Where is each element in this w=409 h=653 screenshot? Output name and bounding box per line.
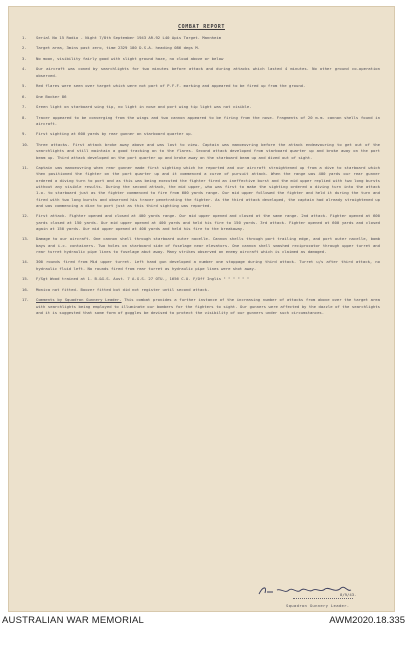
report-items bbox=[22, 35, 380, 320]
item-number: 3. bbox=[22, 55, 27, 61]
item-number: 17. bbox=[22, 297, 30, 303]
report-item bbox=[22, 115, 380, 128]
item-text: Three attacks. First attack broke away above and was lost to view. Captain was manoeuvring before the attack endeavouring to get out of the searchlights and still maintain a good tracking on to the flares. Second attack developed from starboard quarter up and broke away on the port beam up. Third attack developed on the port quarter up and broke away on the starboard beam up and dived out of sight. bbox=[36, 141, 380, 160]
item-body: This combat provides a further instance of the increasing number of attacks from above over the target area with searchlights being employed to illuminate our bombers for the fighters to sight. Our gunners were affected by the dazzle of the searchlights and it is suggested that some form of goggles be devised to protect the visibility of our gunners under such circumstances. bbox=[36, 297, 380, 315]
signature-line bbox=[293, 598, 353, 599]
report-item bbox=[22, 83, 380, 89]
signature-role: Squadron Gunnery Leader. bbox=[286, 603, 350, 608]
item-number: 8. bbox=[22, 114, 27, 120]
item-text: Tracer appeared to be converging from the wings and two cannon appeared to be firing from the nose. Fragments of 20 m.m. cannon shells found in aircraft. bbox=[36, 114, 380, 126]
report-item bbox=[22, 35, 380, 41]
item-text: No moon, visibility fairly good with slight ground haze, no cloud above or below bbox=[36, 55, 224, 61]
report-item bbox=[22, 259, 380, 272]
item-number: 6. bbox=[22, 93, 27, 99]
report-item bbox=[22, 104, 380, 110]
item-number: 7. bbox=[22, 104, 27, 110]
item-number: 9. bbox=[22, 131, 27, 137]
report-item bbox=[22, 94, 380, 100]
item-text: First sighting at 600 yards by rear gunner on starboard quarter up. bbox=[36, 131, 193, 137]
item-text: Captain was manoeuvring when rear gunner made first sighting which he reported and our aircraft straightened up from a dive to starboard which then positioned the fighter on the port quarter up and it commenced a curve of pursuit attack. When the range was 400 yards our rear gunner ordered a diving turn to port and as this was being executed the fighter fired an ineffective burst and the mid upper replied with two long bursts without any visible results. During the second attack, the mid upper, who was first to make the sighting ordered a diving turn into the attack 1.o. to starboard just as the fighter commenced to fire from 600 yards range. Our mid upper followed the fighter and held it during the turn and fired with two long bursts and observed his tracer penetrating the fighter. As the third attack developed, the captain had already straightened up and was commencing a dive to port just as this third sighting was reported. bbox=[36, 165, 380, 208]
report-item bbox=[22, 131, 380, 137]
item-text bbox=[36, 297, 380, 316]
item-number: 14. bbox=[22, 259, 30, 265]
document-title: COMBAT REPORT bbox=[178, 24, 225, 30]
report-item bbox=[22, 213, 380, 232]
item-number: 15. bbox=[22, 276, 30, 282]
item-number: 13. bbox=[22, 236, 30, 242]
item-text: First attack. Fighter opened and closed at 400 yards range. Our mid upper opened and closed at the same range. 2nd attack. Fighter opened at 600 yards closed at 150 yards. Our mid upper opened at 400 yards and held his fire to 150 yards. 3rd attack. Fighter opened at 600 yards and closed again at 150 yards. Our mid upper opened at 400 yards and held his fire to the breakaway. bbox=[36, 213, 380, 231]
item-number: 11. bbox=[22, 165, 30, 171]
archive-footer bbox=[0, 612, 409, 653]
item-number: 5. bbox=[22, 83, 27, 89]
report-item bbox=[22, 66, 380, 79]
archive-name: AUSTRALIAN WAR MEMORIAL bbox=[2, 615, 145, 626]
report-item bbox=[22, 56, 380, 62]
item-text: Red flares were seen over target which were not part of P.F.F. marking and appeared to be fired up from the ground. bbox=[36, 83, 306, 89]
report-item bbox=[22, 142, 380, 161]
item-text: Damage to our aircraft. One cannon shell through starboard outer nacelle. Cannon shells through port trailing edge, and port outer nacelle, bomb bays and i.c. containers. Two holes on starboard side of fuselage near elevators. One cannon shell smashed reciprocator through upper turret and rear turret hydraulic pipe lines to fuselage abut away. Many strikes observed on enemy aircraft which is claimed as damaged. bbox=[36, 236, 380, 254]
item-number: 4. bbox=[22, 66, 27, 72]
item-number: 2. bbox=[22, 45, 27, 51]
item-text: Our aircraft was coned by searchlights for two minutes before attack and during attacks which lasted 4 minutes. No other ground co-operation observed. bbox=[36, 66, 380, 78]
item-text: Target area, 3mins past zero, time 2329 180 D.S.A. heading 086 degs M. bbox=[36, 45, 200, 51]
item-text: One Bocker 86 bbox=[36, 93, 67, 99]
item-label: Comments by Squadron Gunnery Leader. bbox=[36, 297, 122, 303]
report-item bbox=[22, 165, 380, 209]
item-number: 16. bbox=[22, 286, 30, 292]
item-text: Serial No 15 Radio - Night 7/8th September 1943 AR-92 L40 Apis Target. Mannheim bbox=[36, 35, 222, 40]
item-number: 1. bbox=[22, 35, 27, 40]
signature-date: 8/9/43. bbox=[340, 592, 357, 597]
item-text: 300 rounds fired from Mid upper turret. Left hand gun developed a number one stoppage during third attack. Turret u/s after third attack, no hydraulic fluid left. No rounds fired from rear turret as hydraulic pipe lines were shot away. bbox=[36, 259, 380, 271]
report-item bbox=[22, 276, 380, 282]
archive-reference: AWM2020.18.335 bbox=[329, 615, 405, 626]
report-item bbox=[22, 236, 380, 255]
document-page bbox=[8, 6, 395, 612]
item-number: 10. bbox=[22, 141, 30, 147]
report-item bbox=[22, 287, 380, 293]
item-number: 12. bbox=[22, 213, 30, 219]
item-text: Green light on starboard wing tip, no light in nose and port wing tip light was not visible. bbox=[36, 104, 252, 110]
report-item bbox=[22, 45, 380, 51]
item-text: F/Sgt Wood trained at 1. B.&G.S. Aust. 7 A.G.S. 27 OTU., 1656 C.U. F/Off Inglis " " " " " " bbox=[36, 276, 250, 282]
item-text: Monica not fitted. Boozer fitted but did not register until second attack. bbox=[36, 286, 210, 292]
report-item bbox=[22, 297, 380, 316]
